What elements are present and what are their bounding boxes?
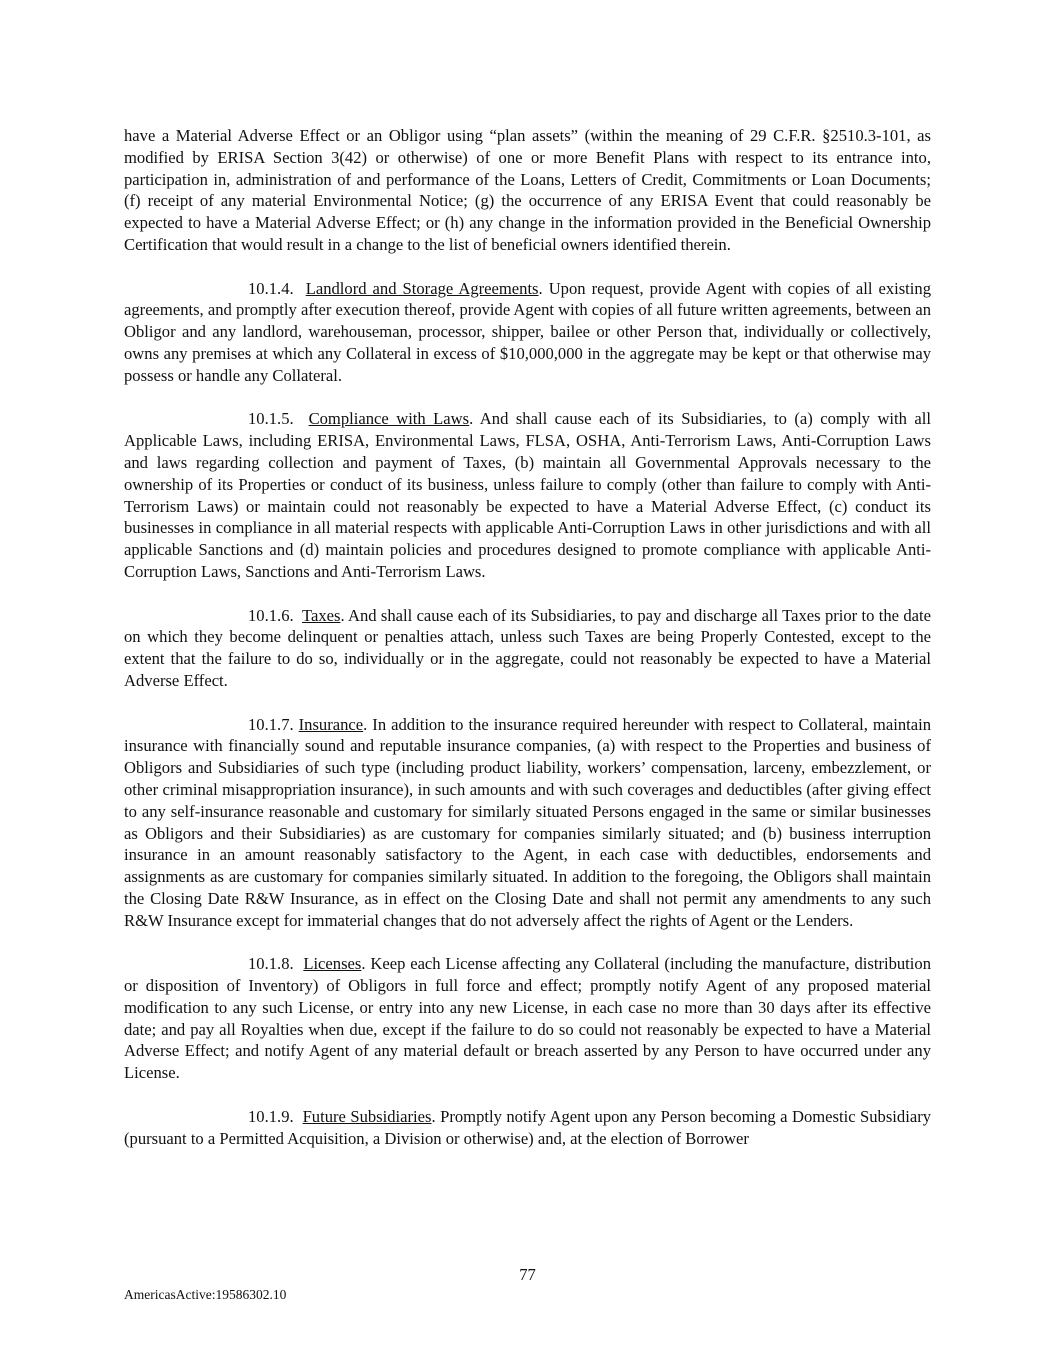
- paragraph-continuation: [124, 125, 931, 256]
- section-number: 10.1.7.: [248, 714, 294, 734]
- section-10-1-4: [124, 278, 931, 387]
- section-text: . Upon request, provide Agent with copies of all existing agreements, and promptly after execution thereof, provide Agent with copies of all future written agreements, between an Obligor and any landlord, warehouseman, processor, shipper, bailee or other Person that, individually or collectively, owns any premises at which any Collateral in excess of $10,000,000 in the aggregate may be kept or that otherwise may possess or handle any Collateral.: [124, 278, 931, 385]
- section-10-1-9: [124, 1106, 931, 1150]
- section-text: . And shall cause each of its Subsidiaries, to pay and discharge all Taxes prior to the date on which they become delinquent or penalties attach, unless such Taxes are being Properly Contested, except to the extent that the failure to do so, individually or in the aggregate, could not reasonably be expected to have a Material Adverse Effect.: [124, 605, 931, 690]
- section-number: 10.1.9.: [248, 1106, 294, 1126]
- section-10-1-7: [124, 714, 931, 932]
- section-text: . In addition to the insurance required hereunder with respect to Collateral, maintain insurance with financially sound and reputable insurance companies, (a) with respect to the Properties and business of Obligors and Subsidiaries of such type (including product liability, workers’ compensation, larceny, embezzlement, or other criminal misappropriation insurance), in such amounts and with such coverages and deductibles (after giving effect to any self-insurance reasonable and customary for similarly situated Persons engaged in the same or similar businesses as Obligors and their Subsidiaries) as are customary for companies similarly situated; and (b) business interruption insurance in an amount reasonably satisfactory to the Agent, in each case with deductibles, endorsements and assignments as are customary for companies similarly situated. In addition to the foregoing, the Obligors shall maintain the Closing Date R&W Insurance, as in effect on the Closing Date and shall not permit any amendments to any such R&W Insurance except for immaterial changes that do not adversely affect the rights of Agent or the Lenders.: [124, 714, 931, 930]
- page-number: 77: [519, 1265, 536, 1284]
- section-text: . And shall cause each of its Subsidiaries, to (a) comply with all Applicable Laws, including ERISA, Environmental Laws, FLSA, OSHA, Anti-Terrorism Laws, Anti-Corruption Laws and laws regarding collection and payment of Taxes, (b) maintain all Governmental Approvals necessary to the ownership of its Properties or conduct of its business, unless failure to comply (other than failure to comply with Anti-Terrorism Laws) or maintain could not reasonably be expected to have a Material Adverse Effect, (c) conduct its businesses in compliance in all material respects with applicable Anti-Corruption Laws in other jurisdictions and with all applicable Sanctions and (d) maintain policies and procedures designed to promote compliance with applicable Anti-Corruption Laws, Sanctions and Anti-Terrorism Laws.: [124, 409, 931, 581]
- section-heading: Taxes: [301, 605, 341, 625]
- section-number: 10.1.4.: [248, 278, 294, 298]
- section-number: 10.1.8.: [248, 954, 294, 974]
- section-heading: Future Subsidiaries: [302, 1106, 432, 1126]
- section-heading: Insurance: [298, 714, 364, 734]
- document-body: [124, 125, 931, 1171]
- section-text: . Keep each License affecting any Collateral (including the manufacture, distribution or disposition of Inventory) of Obligors in full force and effect; promptly notify Agent of any proposed material modification to any such License, or entry into any new License, in each case no more than 30 days after its effective date; and pay all Royalties when due, except if the failure to do so could not reasonably be expected to have a Material Adverse Effect; and notify Agent of any material default or breach asserted by any Person to have occurred under any License.: [124, 954, 931, 1083]
- document-id: AmericasActive:19586302.10: [124, 1287, 287, 1302]
- section-10-1-8: [124, 953, 931, 1084]
- section-number: 10.1.6.: [248, 605, 294, 625]
- section-number: 10.1.5.: [248, 409, 294, 429]
- section-heading: Landlord and Storage Agreements: [305, 278, 539, 298]
- section-heading: Compliance with Laws: [308, 409, 470, 429]
- section-heading: Licenses: [303, 954, 362, 974]
- paragraph-text: have a Material Adverse Effect or an Obligor using “plan assets” (within the meaning of 29 C.F.R. §2510.3-101, as modified by ERISA Section 3(42) or otherwise) of one or more Benefit Plans with respect to its entrance into, participation in, administration of and performance of the Loans, Letters of Credit, Commitments or Loan Documents; (f) receipt of any material Environmental Notice; (g) the occurrence of any ERISA Event that could reasonably be expected to have a Material Adverse Effect; or (h) any change in the information provided in the Beneficial Ownership Certification that would result in a change to the list of beneficial owners identified therein.: [124, 126, 931, 254]
- section-10-1-6: [124, 605, 931, 692]
- section-10-1-5: [124, 408, 931, 582]
- section-text: . Promptly notify Agent upon any Person becoming a Domestic Subsidiary (pursuant to a Permitted Acquisition, a Division or otherwise) and, at the election of Borrower: [124, 1106, 932, 1148]
